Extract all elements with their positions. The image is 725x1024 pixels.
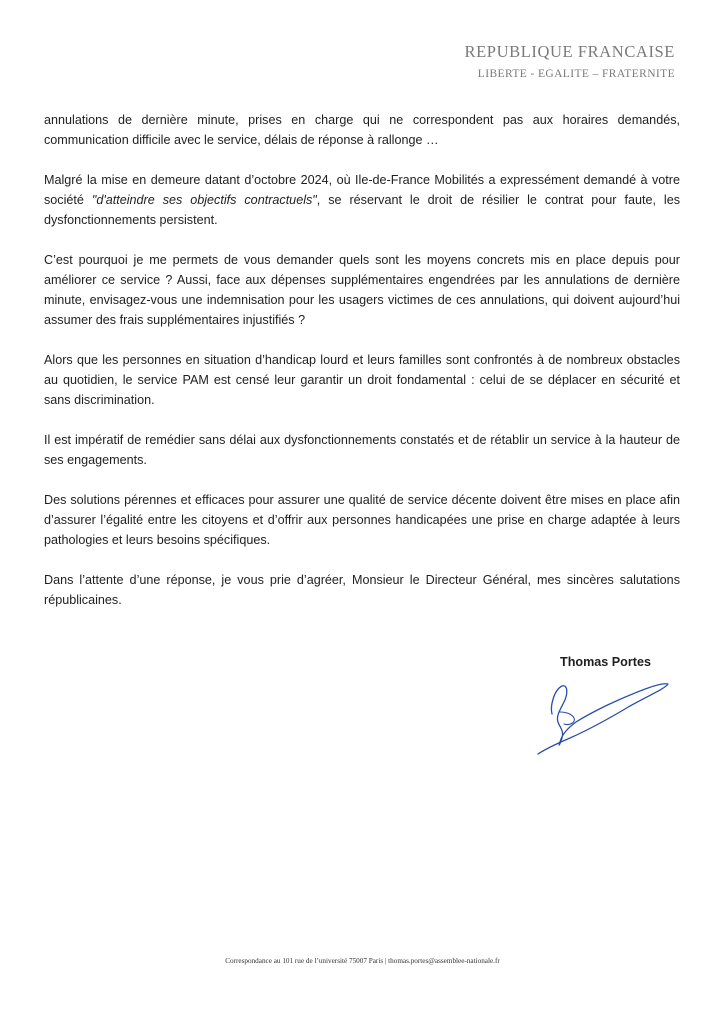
footer-address: Correspondance au 101 rue de l’université 75007 Paris | thomas.portes@assemblee-nationale.fr	[225, 957, 500, 965]
signature-stroke	[538, 684, 668, 754]
paragraph-7: Dans l’attente d’une réponse, je vous prie d’agréer, Monsieur le Directeur Général, mes sincères salutations républicaines.	[44, 573, 680, 607]
paragraph-2-quote: "d'atteindre ses objectifs contractuels"	[91, 193, 317, 207]
letter-body	[44, 110, 680, 630]
paragraph-4: Alors que les personnes en situation d’handicap lourd et leurs familles sont confrontés à de nombreux obstacles au quotidien, le service PAM est censé leur garantir un droit fondamental : celui de se déplacer en sécurité et sans discrimination.	[44, 353, 680, 407]
paragraph-3: C’est pourquoi je me permets de vous demander quels sont les moyens concrets mis en place depuis pour améliorer ce service ? Aussi, face aux dépenses supplémentaires engendrées par les annulations de dernière minute, envisagez-vous une indemnisation pour les usagers victimes de ces annulations, qui doivent aujourd’hui assumer des frais supplémentaires injustifiés ?	[44, 253, 680, 327]
handwritten-signature	[530, 676, 675, 758]
signature-loop	[560, 712, 574, 725]
republic-title: REPUBLIQUE FRANCAISE	[464, 42, 675, 61]
paragraph-1: annulations de dernière minute, prises en charge qui ne correspondent pas aux horaires demandés, communication difficile avec le service, délais de réponse à rallonge …	[44, 113, 680, 147]
paragraph-2	[44, 170, 680, 230]
paragraph-2-end: , se réservant le droit de résilier le contrat pour faute, les dysfonctionnements persistent.	[44, 193, 681, 227]
paragraph-6: Des solutions pérennes et efficaces pour assurer une qualité de service décente doivent être mises en place afin d’assurer l’égalité entre les citoyens et d’offrir aux personnes handicapées une prise en charge adaptée à leurs pathologies et leurs besoins spécifiques.	[44, 493, 680, 547]
letterhead	[465, 42, 675, 86]
republic-motto: LIBERTE - EGALITE – FRATERNITE	[477, 68, 675, 80]
paragraph-2-start: Malgré la mise en demeure datant d’octobre 2024, où Ile-de-France Mobilités a expressément demandé à votre société	[44, 173, 680, 207]
paragraph-5: Il est impératif de remédier sans délai aux dysfonctionnements constatés et de rétablir un service à la hauteur de ses engagements.	[44, 433, 680, 467]
signer-name: Thomas Portes	[560, 655, 651, 669]
